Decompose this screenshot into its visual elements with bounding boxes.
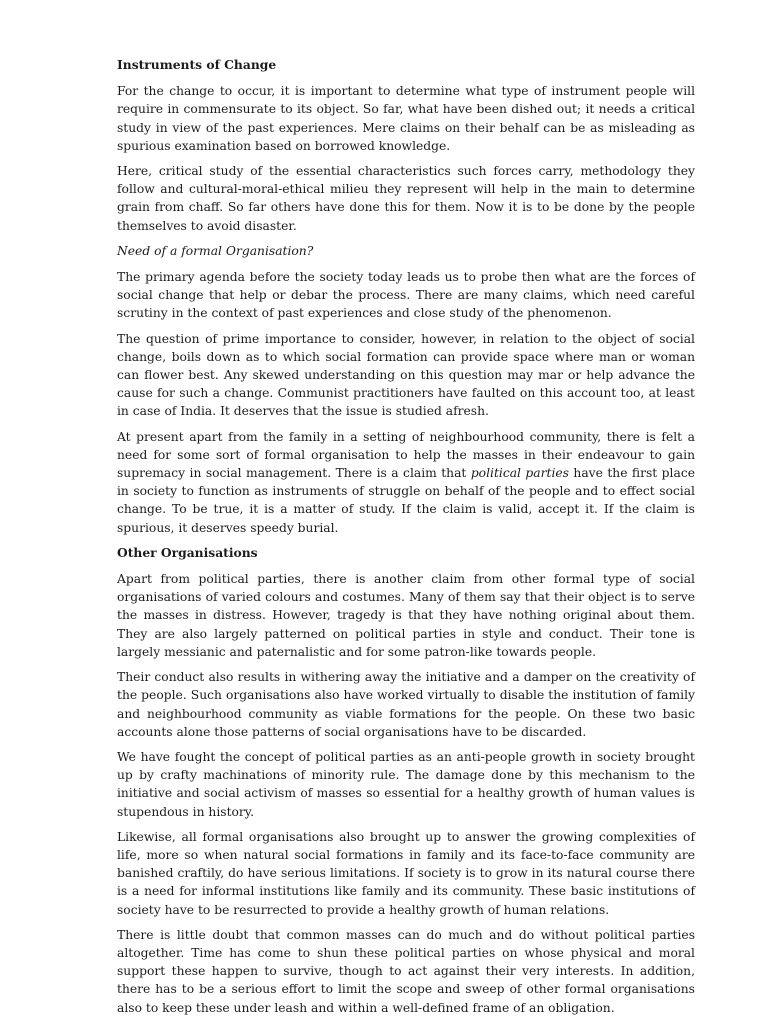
emphasis-political-parties: political parties	[470, 466, 569, 481]
paragraph: The question of prime importance to consider, however, in relation to the object of social change, boils down as to which social formation can provide space where man or woman can flower best. Any skewed understanding on this question may mar or help advance the cause for such a change. Communist practitioners have faulted on this account too, at least in case of India. It deserves that the issue is studied afresh.	[117, 331, 695, 419]
text-span: At present apart from the family in a setting of neighbourhood community, there is felt a need for some sort of formal organisation to help the masses in their endeavour to gain supremacy in social management. There is a claim that	[117, 429, 695, 481]
paragraph: Here, critical study of the essential characteristics such forces carry, methodology they follow and cultural-moral-ethical milieu they represent will help in the main to determine grain from chaff. So far others have done this for them. Now it is to be done by the people themselves to avoid disaster.	[117, 164, 695, 233]
subheading-need-of-formal-organisation: Need of a formal Organisation?	[117, 243, 314, 258]
paragraph: For the change to occur, it is important to determine what type of instrument people will require in commensurate to its object. So far, what have been dished out; it needs a critical study in view of the past experiences. Mere claims on their behalf can be as misleading as spurious examination based on borrowed knowledge.	[117, 84, 695, 153]
paragraph: Their conduct also results in withering away the initiative and a damper on the creativity of the people. Such organisations also have worked virtually to disable the institution of family and neighbourhood community as viable formations for the people. On these two basic accounts alone those patterns of social organisations have to be discarded.	[117, 670, 695, 739]
heading-instruments-of-change: Instruments of Change	[117, 57, 277, 72]
paragraph: Apart from political parties, there is another claim from other formal type of social organisations of varied colours and costumes. Many of them say that their object is to serve the masses in distress. However, tragedy is that they have nothing original about them. They are also largely patterned on political parties in style and conduct. Their tone is largely messianic and paternalistic and for some patron-like towards people.	[117, 572, 695, 659]
paragraph	[117, 428, 695, 537]
paragraph: Likewise, all formal organisations also brought up to answer the growing complexities of life, more so when natural social formations in family and its face-to-face community are banished craftily, do have serious limitations. If society is to grow in its natural course there is a need for informal institutions like family and its community. These basic institutions of society have to be resurrected to provide a healthy growth of human relations.	[117, 829, 695, 917]
paragraph: There is little doubt that common masses can do much and do without political parties altogether. Time has come to shun these political parties on whose physical and moral support these happen to survive, though to act against their very interests. In addition, there has to be a serious effort to limit the scope and sweep of other formal organisations also to keep these under leash and within a well-defined frame of an obligation.	[117, 927, 695, 1015]
text-span: have the first place in society to function as instruments of struggle on behalf of the people and to effect social change. To be true, it is a matter of study. If the claim is valid, accept it. If the claim is spurious, it deserves speedy burial.	[117, 466, 695, 535]
heading-other-organisations: Other Organisations	[117, 544, 258, 560]
document-page	[117, 56, 695, 1024]
paragraph: We have fought the concept of political parties as an anti-people growth in society brought up by crafty machinations of minority rule. The damage done by this mechanism to the initiative and social activism of masses so essential for a healthy growth of human values is stupendous in history.	[117, 749, 695, 819]
paragraph: The primary agenda before the society today leads us to probe then what are the forces of social change that help or debar the process. There are many claims, which need careful scrutiny in the context of past experiences and close study of the phenomenon.	[117, 270, 695, 321]
